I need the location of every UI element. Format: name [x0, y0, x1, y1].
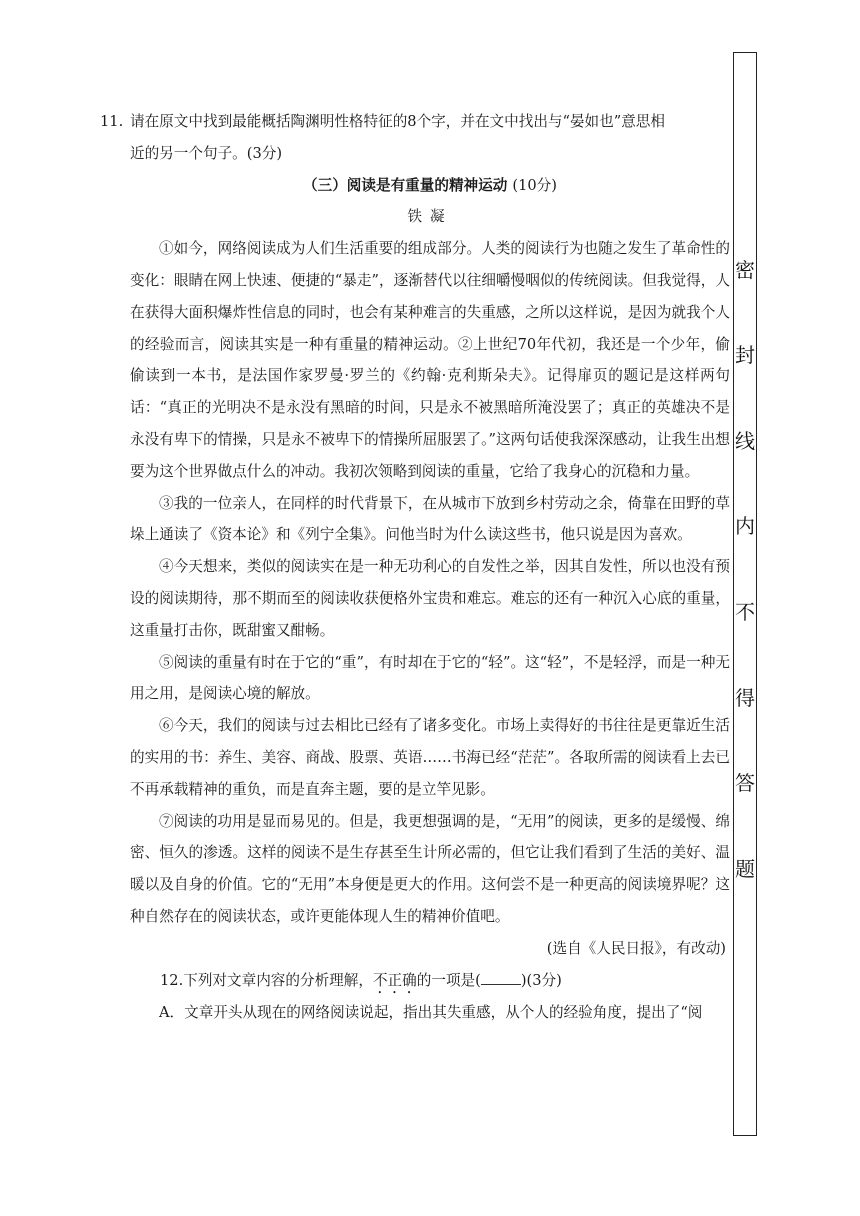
- answer-blank[interactable]: [481, 970, 521, 985]
- paragraph-1: ①如今，网络阅读成为人们生活重要的组成部分。人类的阅读行为也随之发生了革命性的变化：眼睛在网上快速、便捷的“暴走”，逐渐替代以往细嚼慢咽似的传统阅读。但我觉得，人在获得大面积爆炸性信息的同时，也会有某种难言的失重感，之所以这样说，是因为就我个人的经验而言，阅读其实是一种有重量的精神运动。②上世纪70年代初，我还是一个少年，偷偷读到一本书，是法国作家罗曼·罗兰的《约翰·克利斯朵夫》。记得扉页的题记是这样两句话：“真正的光明决不是永没有黑暗的时间，只是永不被黑暗所淹没罢了；真正的英雄决不是永没有卑下的情操，只是永不被卑下的情操所屈服罢了。”这两句话使我深深感动，让我生出想要为这个世界做点什么的冲动。我初次领略到阅读的重量，它给了我身心的沉稳和力量。: [130, 240, 730, 480]
- option-a[interactable]: A．文章开头从现在的网络阅读说起，指出其失重感，从个人的经验角度，提出了“阅: [159, 1003, 703, 1021]
- question-number: 12.: [160, 971, 184, 989]
- seal-char: 题: [735, 857, 755, 881]
- paragraph-6: ⑥今天，我们的阅读与过去相比已经有了诸多变化。市场上卖得好的书往往是更靠近生活的实用的书：养生、美容、商战、股票、英语……书海已经“茫茫”。各取所需的阅读看上去已不再承载精神的重负，而是直奔主题，要的是立竿见影。: [130, 717, 730, 798]
- question-11: [100, 106, 730, 170]
- question-number: 11.: [100, 113, 124, 130]
- article-source: (选自《人民日报》，有改动): [546, 939, 726, 957]
- question-text-after: 的一项是(: [416, 971, 481, 989]
- paragraph-5: ⑤阅读的重量有时在于它的“重”，有时却在于它的“轻”。这“轻”，不是轻浮，而是一种无用之用，是阅读心境的解放。: [130, 653, 730, 703]
- emphasis-text: 不正确: [372, 971, 417, 989]
- seal-char: 得: [735, 686, 755, 710]
- seal-char: 密: [735, 258, 755, 282]
- question-points: )(3分): [520, 971, 562, 989]
- seal-line-box: [733, 52, 757, 1136]
- article-author: 铁凝: [407, 208, 453, 226]
- seal-char: 线: [735, 429, 755, 453]
- seal-char: 答: [735, 771, 755, 795]
- seal-char: 不: [735, 600, 755, 624]
- question-text: 下列对文章内容的分析理解，: [183, 971, 373, 989]
- section-heading: [130, 170, 730, 202]
- question-text-line1: 请在原文中找到最能概括陶渊明性格特征的8个字，并在文中找出与“晏如也”意思相: [130, 113, 665, 130]
- exam-content: [100, 106, 730, 1028]
- seal-char: 封: [735, 343, 755, 367]
- seal-char: 内: [735, 514, 755, 538]
- question-12: [130, 965, 730, 997]
- section-points: (10分): [512, 176, 557, 194]
- section-title: （三）阅读是有重量的精神运动: [303, 176, 508, 194]
- paragraph-7: ⑦阅读的功用是显而易见的。但是，我更想强调的是，“无用”的阅读，更多的是缓慢、绵密、恒久的渗透。这样的阅读不是生存甚至生计所必需的，但它让我们看到了生活的美好、温暖以及自身的价值。它的“无用”本身便是更大的作用。这何尝不是一种更高的阅读境界呢？这种自然存在的阅读状态，或许更能体现人生的精神价值吧。: [130, 812, 730, 925]
- paragraph-3: ③我的一位亲人，在同样的时代背景下，在从城市下放到乡村劳动之余，倚靠在田野的草垛上通读了《资本论》和《列宁全集》。问他当时为什么读这些书，他只说是因为喜欢。: [130, 494, 730, 544]
- question-text-line2: 近的另一个句子。(3分): [130, 144, 283, 162]
- paragraph-4: ④今天想来，类似的阅读实在是一种无功利心的自发性之举，因其自发性，所以也没有预设的阅读期待，那不期而至的阅读收获便格外宝贵和难忘。难忘的还有一种沉入心底的重量，这重量打击你，既甜蜜又酣畅。: [130, 558, 730, 639]
